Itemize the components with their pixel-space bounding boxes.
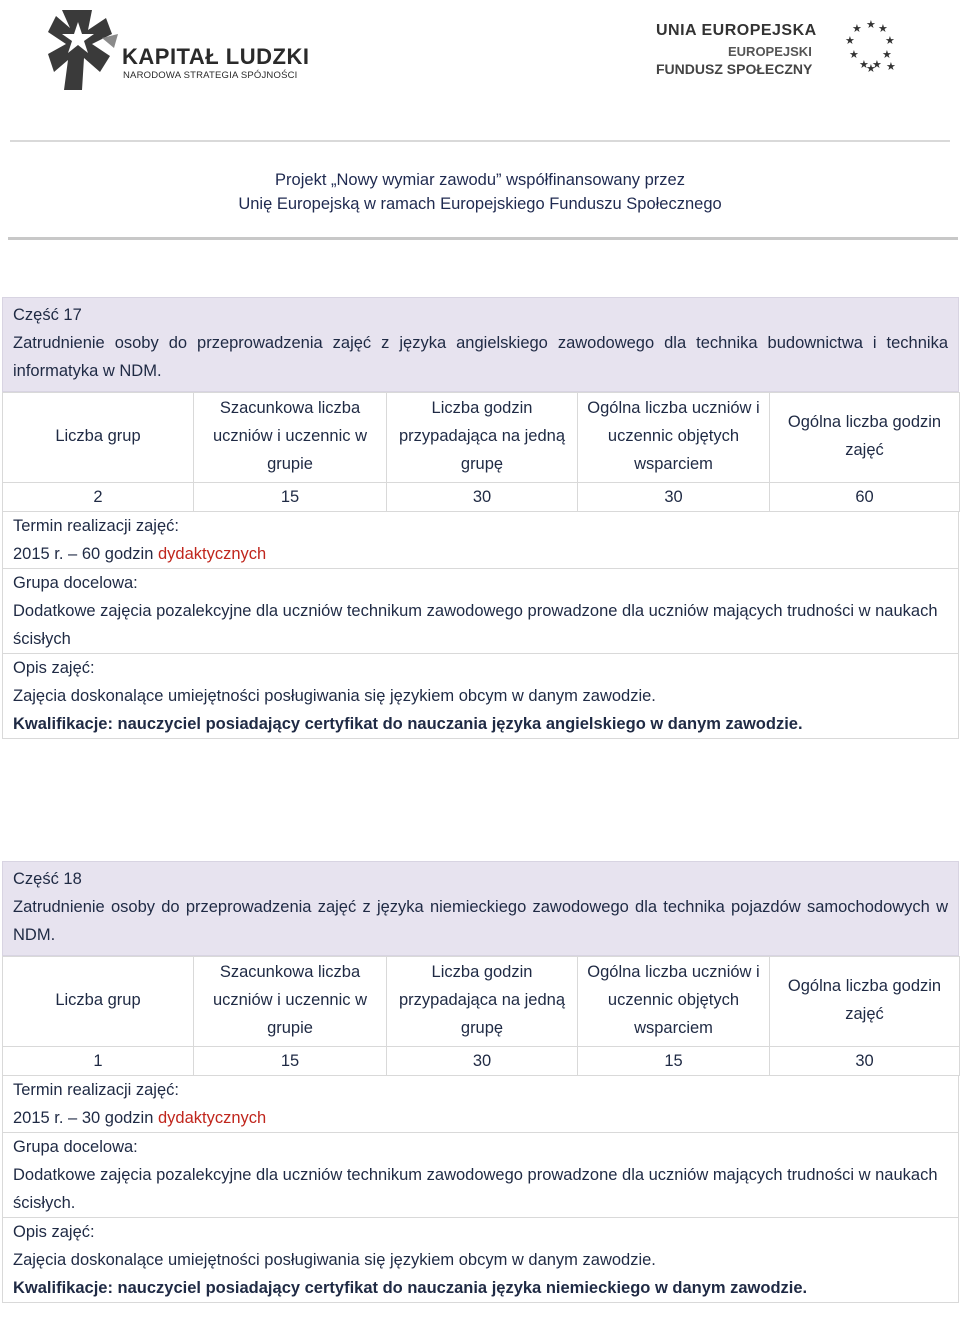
svg-text:★: ★	[886, 60, 896, 73]
termin-hours: 30 godzin	[81, 1109, 154, 1127]
ue-subtitle-2: FUNDUSZ SPOŁECZNY	[656, 61, 813, 77]
grupa-label: Grupa docelowa:	[13, 1138, 138, 1156]
termin-year: 2015 r. –	[13, 545, 78, 563]
part-summary-table	[2, 392, 960, 512]
kapital-ludzki-subtitle: NARODOWA STRATEGIA SPÓJNOŚCI	[123, 70, 298, 81]
title-divider	[8, 237, 958, 240]
part-17-section	[2, 297, 959, 739]
kapital-ludzki-title: KAPITAŁ LUDZKI	[122, 44, 310, 69]
part-header	[2, 297, 959, 392]
project-line-2: Unię Europejską w ramach Europejskiego Funduszu Społecznego	[238, 195, 722, 213]
table-cell: 30	[387, 1047, 578, 1076]
ue-title: UNIA EUROPEJSKA	[656, 22, 817, 39]
termin-hours: 60 godzin	[81, 545, 154, 563]
grupa-row	[2, 569, 959, 654]
opis-text: Zajęcia doskonalące umiejętności posługiwania się językiem obcym w danym zawodzie.	[13, 1251, 656, 1269]
header-divider	[10, 140, 950, 142]
svg-text:★: ★	[845, 34, 855, 47]
part-label: Część 18	[13, 870, 82, 888]
part-subject: Zatrudnienie osoby do przeprowadzenia zajęć z języka angielskiego zawodowego dla technika budownictwa i technika informatyka w NDM.	[13, 334, 948, 380]
termin-value	[13, 540, 948, 568]
unia-europejska-logo	[656, 14, 936, 84]
opis-row	[2, 1218, 959, 1303]
grupa-text: Dodatkowe zajęcia pozalekcyjne dla uczniów technikum zawodowego prowadzone dla uczniów mających trudności w naukach ścisłych.	[13, 1166, 938, 1212]
termin-note: dydaktycznych	[157, 545, 267, 563]
grupa-text: Dodatkowe zajęcia pozalekcyjne dla uczniów technikum zawodowego prowadzone dla uczniów mających trudności w naukach ścisłych	[13, 602, 938, 648]
table-cell: 30	[770, 1047, 960, 1076]
column-header: Liczba grup	[3, 393, 194, 483]
svg-text:★: ★	[878, 22, 888, 35]
part-18-section	[2, 861, 959, 1303]
table-cell: 15	[578, 1047, 770, 1076]
column-header: Liczba grup	[3, 957, 194, 1047]
column-header: Ogólna liczba uczniów i uczennic objętych wsparciem	[578, 957, 770, 1047]
svg-text:★: ★	[859, 58, 869, 71]
svg-text:★: ★	[882, 48, 892, 61]
column-header: Szacunkowa liczba uczniów i uczennic w grupie	[194, 393, 387, 483]
opis-text: Zajęcia doskonalące umiejętności posługiwania się językiem obcym w danym zawodzie.	[13, 687, 656, 705]
kapital-ludzki-emblem-icon	[48, 8, 120, 92]
table-header-row	[3, 957, 960, 1047]
svg-text:★: ★	[866, 18, 876, 31]
kwalifikacje-text: Kwalifikacje: nauczyciel posiadający certyfikat do nauczania języka niemieckiego w danym zawodzie.	[13, 1279, 808, 1297]
table-cell: 60	[770, 483, 960, 512]
opis-label: Opis zajęć:	[13, 1223, 95, 1241]
project-line-1: Projekt „Nowy wymiar zawodu” współfinansowany przez	[275, 171, 685, 189]
part-header	[2, 861, 959, 956]
grupa-row	[2, 1133, 959, 1218]
column-header: Ogólna liczba uczniów i uczennic objętych wsparciem	[578, 393, 770, 483]
table-cell: 15	[194, 483, 387, 512]
termin-label: Termin realizacji zajęć:	[13, 517, 179, 535]
termin-value	[13, 1104, 948, 1132]
eu-stars-icon	[842, 14, 898, 80]
svg-text:★: ★	[872, 58, 882, 71]
table-cell: 2	[3, 483, 194, 512]
termin-year: 2015 r. –	[13, 1109, 78, 1127]
svg-text:★: ★	[852, 22, 862, 35]
kwalifikacje-text: Kwalifikacje: nauczyciel posiadający certyfikat do nauczania języka angielskiego w danym zawodzie.	[13, 715, 803, 733]
part-summary-table	[2, 956, 960, 1076]
svg-text:★: ★	[849, 48, 859, 61]
grupa-label: Grupa docelowa:	[13, 574, 138, 592]
opis-row	[2, 654, 959, 739]
column-header: Ogólna liczba godzin zajęć	[770, 393, 960, 483]
column-header: Szacunkowa liczba uczniów i uczennic w grupie	[194, 957, 387, 1047]
table-values-row	[3, 483, 960, 512]
table-header-row	[3, 393, 960, 483]
termin-row	[2, 1076, 959, 1133]
table-cell: 1	[3, 1047, 194, 1076]
page-header	[0, 0, 960, 140]
ue-subtitle-1: EUROPEJSKI	[728, 44, 812, 59]
column-header: Liczba godzin przypadająca na jedną grupę	[387, 957, 578, 1047]
termin-label: Termin realizacji zajęć:	[13, 1081, 179, 1099]
project-description	[0, 168, 960, 216]
column-header: Liczba godzin przypadająca na jedną grupę	[387, 393, 578, 483]
part-label: Część 17	[13, 306, 82, 324]
column-header: Ogólna liczba godzin zajęć	[770, 957, 960, 1047]
termin-row	[2, 512, 959, 569]
table-cell: 30	[387, 483, 578, 512]
termin-note: dydaktycznych	[157, 1109, 267, 1127]
table-cell: 30	[578, 483, 770, 512]
table-cell: 15	[194, 1047, 387, 1076]
table-values-row	[3, 1047, 960, 1076]
kapital-ludzki-logo	[48, 8, 318, 98]
part-subject: Zatrudnienie osoby do przeprowadzenia zajęć z języka niemieckiego zawodowego dla technika pojazdów samochodowych w NDM.	[13, 898, 948, 944]
opis-label: Opis zajęć:	[13, 659, 95, 677]
svg-text:★: ★	[866, 62, 876, 75]
svg-text:★: ★	[885, 34, 895, 47]
